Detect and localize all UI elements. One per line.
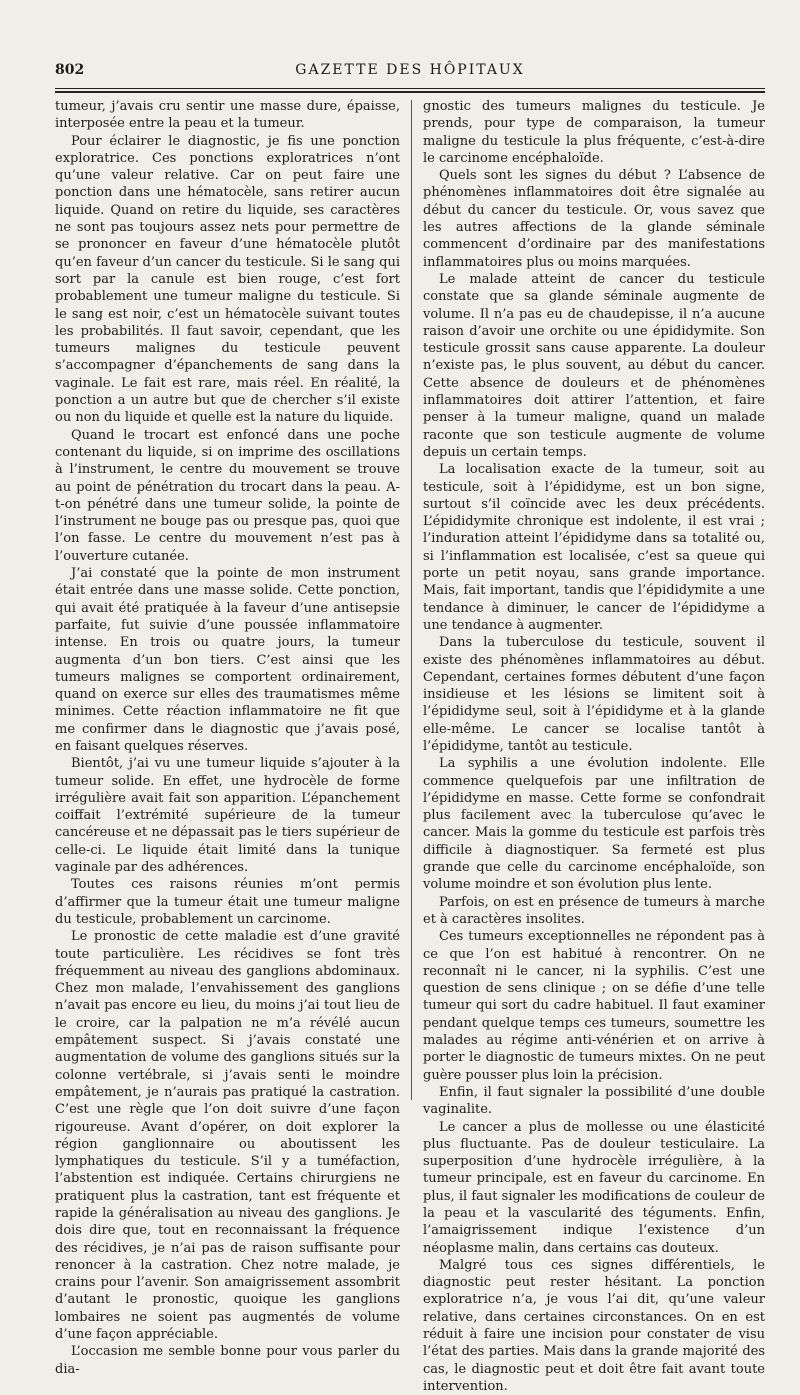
paragraph: Quand le trocart est enfoncé dans une poche contenant du liquide, si on imprime des oscillations à l’instrument, le centre du mouvement se trouve au point de pénétration du trocart dans la peau. A-t-on pénétré dans une tumeur solide, la pointe de l’instrument ne bouge pas ou presque pas, quoi que l’on fasse. Le centre du mouvement n’est pas à l’ouverture cutanée.: [55, 427, 400, 564]
page-number: 802: [55, 62, 85, 78]
page-header: [55, 58, 765, 84]
header-rule-thick: [55, 91, 765, 93]
paragraph: L’occasion me semble bonne pour vous parler du dia-: [55, 1344, 400, 1377]
column-divider: [411, 100, 412, 1100]
paragraph: Parfois, on est en présence de tumeurs à marche et à caractères insolites.: [423, 894, 765, 927]
paragraph: Toutes ces raisons réunies m’ont permis d’affirmer que la tumeur était une tumeur maligne du testicule, probablement un carcinome.: [55, 877, 400, 927]
paragraph: Enfin, il faut signaler la possibilité d’une double vaginalite.: [423, 1084, 765, 1118]
paragraph: Malgré tous ces signes différentiels, le diagnostic peut rester hésitant. La ponction exploratrice n’a, je vous l’ai dit, qu’une valeur relative, dans certaines circonstances. On en est réduit à faire une incision pour constater de visu l’état des parties. Mais dans la grande majorité des cas, le diagnostic peut et doit être fait avant toute intervention.: [423, 1257, 765, 1394]
paragraph: La localisation exacte de la tumeur, soit au testicule, soit à l’épididyme, est un bon signe, surtout s’il coïncide avec les deux précédents. L’épididymite chronique est indolente, il est vrai ; l’induration atteint l’épididyme dans sa totalité ou, si l’inflammation est localisée, c’est sa queue qui porte un petit noyau, sans grande importance. Mais, fait important, tandis que l’épididymite a une tendance à diminuer, le cancer de l’épididyme a une tendance à augmenter.: [423, 462, 765, 633]
journal-title: GAZETTE DES HÔPITAUX: [295, 62, 525, 78]
paragraph: Ces tumeurs exceptionnelles ne répondent pas à ce que l’on est habitué à rencontrer. On ne reconnaît ni le cancer, ni la syphilis. C’est une question de sens clinique ; on se défie d’une telle tumeur qui sort du cadre habituel. Il faut examiner pendant quelque temps ces tumeurs, soumettre les malades au régime anti-vénérien et on arrive à porter le diagnostic de tumeurs mixtes. On ne peut guère pousser plus loin la précision.: [423, 929, 765, 1083]
right-column: [423, 98, 765, 1394]
left-column: [55, 98, 400, 1377]
paragraph: Dans la tuberculose du testicule, souvent il existe des phénomènes inflammatoires au début. Cependant, certaines formes débutent d’une façon insidieuse et les lésions se limitent soit à l’épididyme seul, soit à l’épididyme et à la glande elle-même. Le cancer se localise tantôt à l’épididyme, tantôt au testicule.: [423, 635, 765, 754]
header-rule: [55, 88, 765, 89]
paragraph: Quels sont les signes du début ? L’absence de phénomènes inflammatoires doit être signalée au début du cancer du testicule. Or, vous savez que les autres affections de la glande séminale commencent d’ordinaire par des manifestations inflammatoires plus ou moins marquées.: [423, 168, 765, 270]
paragraph: Le pronostic de cette maladie est d’une gravité toute particulière. Les récidives se font très fréquemment au niveau des ganglions abdominaux. Chez mon malade, l’envahissement des ganglions n’avait pas encore eu lieu, du moins j’ai tout lieu de le croire, car la palpation ne m’a révélé aucun empâtement suspect. Si j’avais constaté une augmentation de volume des ganglions situés sur la colonne vertébrale, si j’avais senti le moindre empâtement, je n’aurais pas pratiqué la castration. C’est une règle que l’on doit suivre d’une façon rigoureuse. Avant d’opérer, on doit explorer la région ganglionnaire ou aboutissent les lymphatiques du testicule. S’il y a tuméfaction, l’abstention est indiquée. Certains chirurgiens ne pratiquent plus la castration, tant est fréquente et rapide la généralisation au niveau des ganglions. Je dois dire que, tout en reconnaissant la fréquence des récidives, je n’ai pas de raison suffisante pour renoncer à la castration. Chez notre malade, je crains pour l’avenir. Son amaigrissement assombrit d’autant le pronostic, quoique les ganglions lombaires ne soient pas augmentés de volume d’une façon appréciable.: [55, 929, 400, 1343]
paragraph: Le cancer a plus de mollesse ou une élasticité plus fluctuante. Pas de douleur testiculaire. La superposition d’une hydrocèle irrégulière, à la tumeur principale, est en faveur du carcinome. En plus, il faut signaler les modifications de couleur de la peau et la vascularité des téguments. Enfin, l’amaigrissement indique l’existence d’un néoplasme malin, dans certains cas douteux.: [423, 1119, 765, 1256]
paragraph: Le malade atteint de cancer du testicule constate que sa glande séminale augmente de volume. Il n’a pas eu de chaudepisse, il n’a aucune raison d’avoir une orchite ou une épididymite. Son testicule grossit sans cause apparente. La douleur n’existe pas, le plus souvent, au début du cancer. Cette absence de douleurs et de phénomènes inflammatoires doit attirer l’attention, et faire penser à la tumeur maligne, quand un malade raconte que son testicule augmente de volume depuis un certain temps.: [423, 271, 765, 460]
paragraph: Pour éclairer le diagnostic, je fis une ponction exploratrice. Ces ponctions exploratrices n’ont qu’une valeur relative. Car on peut faire une ponction dans une hématocèle, sans retirer aucun liquide. Quand on retire du liquide, ses caractères ne sont pas toujours assez nets pour permettre de se prononcer en faveur d’une hématocèle plutôt qu’en faveur d’un cancer du testicule. Si le sang qui sort par la canule est bien rouge, c’est fort probablement une tumeur maligne du testicule. Si le sang est noir, c’est un hématocèle suivant toutes les probabilités. Il faut savoir, cependant, que les tumeurs malignes du testicule peuvent s’accompagner d’épanchements de sang dans la vaginale. Le fait est rare, mais réel. En réalité, la ponction a un autre but que de chercher s’il existe ou non du liquide et quelle est la nature du liquide.: [55, 133, 400, 426]
paragraph: Bientôt, j’ai vu une tumeur liquide s’ajouter à la tumeur solide. En effet, une hydrocèle de forme irrégulière avait fait son apparition. L’épanchement coiffait l’extrémité supérieure de la tumeur cancéreuse et ne dépassait pas le tiers supérieur de celle-ci. Le liquide était limité dans la tunique vaginale par des adhérences.: [55, 756, 400, 876]
paragraph: La syphilis a une évolution indolente. Elle commence quelquefois par une infiltration de l’épididyme en masse. Cette forme se confondrait plus facilement avec la tuberculose qu’avec le cancer. Mais la gomme du testicule est parfois très difficile à diagnostiquer. Sa fermeté est plus grande que celle du carcinome encéphaloïde, son volume moindre et son évolution plus lente.: [423, 756, 765, 893]
paragraph: tumeur, j’avais cru sentir une masse dure, épaisse, interposée entre la peau et la tumeur.: [55, 99, 400, 132]
paragraph: J’ai constaté que la pointe de mon instrument était entrée dans une masse solide. Cette ponction, qui avait été pratiquée à la faveur d’une antisepsie parfaite, fut suivie d’une poussée inflammatoire intense. En trois ou quatre jours, la tumeur augmenta d’un bon tiers. C’est ainsi que les tumeurs malignes se comportent ordinairement, quand on exerce sur elles des traumatismes même minimes. Cette réaction inflammatoire ne fit que me confirmer dans le diagnostic que j’avais posé, en faisant quelques réserves.: [55, 566, 400, 754]
paragraph: gnostic des tumeurs malignes du testicule. Je prends, pour type de comparaison, la tumeur maligne du testicule la plus fréquente, c’est-à-dire le carcinome encéphaloïde.: [423, 99, 765, 166]
